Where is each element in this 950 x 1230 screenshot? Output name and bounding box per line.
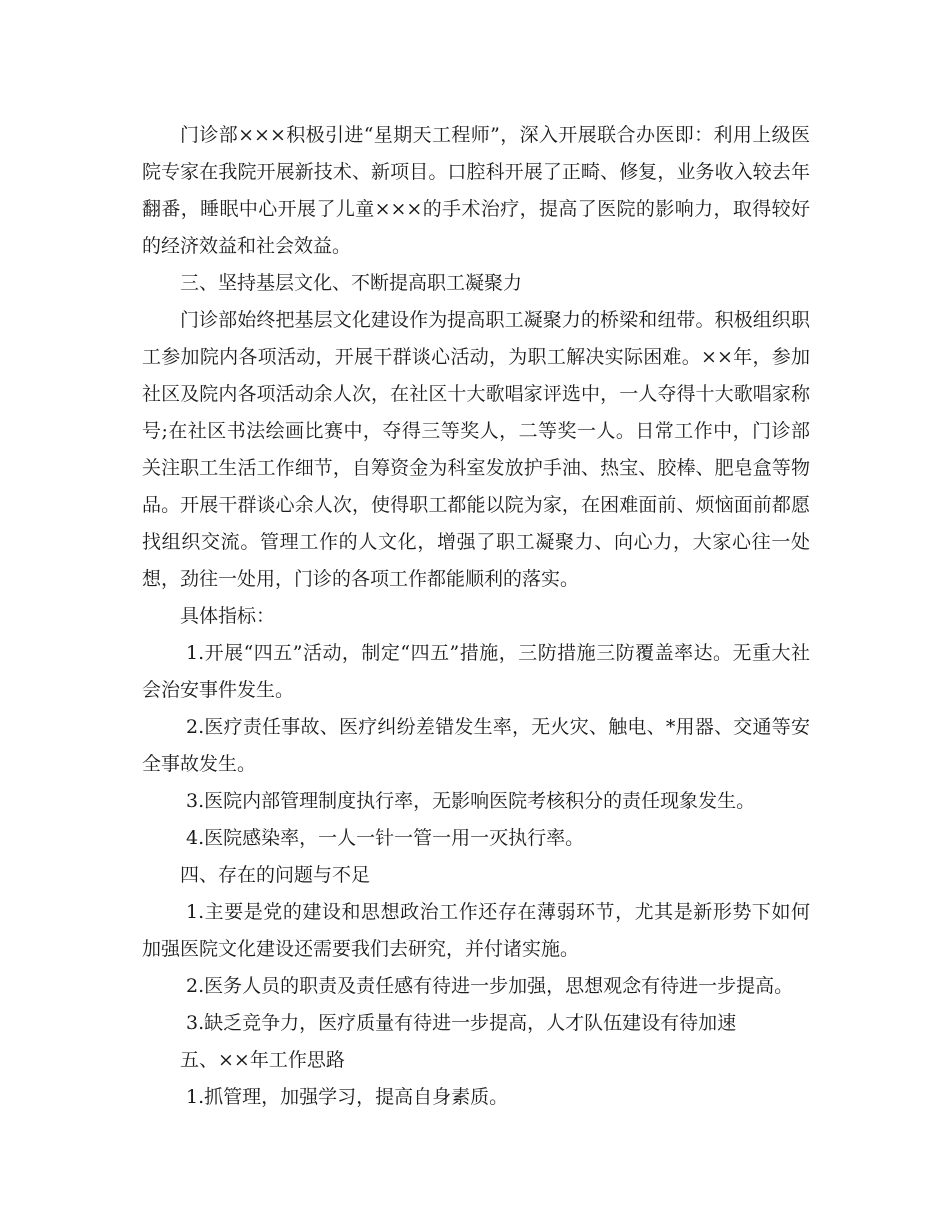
problem-item-2: 2.医务人员的职责及责任感有待进一步加强，思想观念有待进一步提高。 [186, 975, 794, 997]
paragraph-culture: 门诊部始终把基层文化建设作为提高职工凝聚力的桥梁和纽带。积极组织职工参加院内各项活动，开展干群谈心活动，为职工解决实际困难。××年，参加社区及院内各项活动余人次，在社区十大歌唱家评选中，一人夺得十大歌唱家称号;在社区书法绘画比赛中，夺得三等奖人，二等奖一人。日常工作中，门诊部关注职工生活工作细节，自筹资金为科室发放护手油、热宝、胶棒、肥皂盒等物品。开展干群谈心余人次，使得职工都能以院为家，在困难面前、烦恼面前都愿找组织交流。管理工作的人文化，增强了职工凝聚力、向心力，大家心往一处想，劲往一处用，门诊的各项工作都能顺利的落实。 [142, 309, 810, 590]
section-heading-plan: 五、××年工作思路 [180, 1049, 345, 1071]
section-heading-problems: 四、存在的问题与不足 [180, 864, 371, 886]
indicator-item-3: 3.医院内部管理制度执行率，无影响医院考核积分的责任现象发生。 [186, 790, 756, 812]
indicator-item-2: 2.医疗责任事故、医疗纠纷差错发生率，无火灾、触电、*用器、交通等安全事故发生。 [142, 716, 810, 775]
document-body [142, 117, 810, 1116]
paragraph-joint-medical: 门诊部×××积极引进“星期天工程师”，深入开展联合办医即：利用上级医院专家在我院开展新技术、新项目。口腔科开展了正畸、修复，业务收入较去年翻番，睡眠中心开展了儿童×××的手术治疗，提高了医院的影响力，取得较好的经济效益和社会效益。 [142, 124, 810, 257]
indicator-item-1: 1.开展“四五”活动，制定“四五”措施，三防措施三防覆盖率达。无重大社会治安事件发生。 [142, 642, 810, 701]
section-heading-culture: 三、坚持基层文化、不断提高职工凝聚力 [180, 272, 523, 294]
problem-item-1: 1.主要是党的建设和思想政治工作还存在薄弱环节，尤其是新形势下如何加强医院文化建设还需要我们去研究，并付诸实施。 [142, 901, 810, 960]
indicator-item-4: 4.医院感染率，一人一针一管一用一灭执行率。 [186, 827, 585, 849]
problem-item-3: 3.缺乏竞争力，医疗质量有待进一步提高，人才队伍建设有待加速 [186, 1012, 737, 1034]
plan-item-1: 1.抓管理，加强学习，提高自身素质。 [186, 1086, 509, 1108]
label-specific-indicators: 具体指标： [180, 605, 276, 627]
